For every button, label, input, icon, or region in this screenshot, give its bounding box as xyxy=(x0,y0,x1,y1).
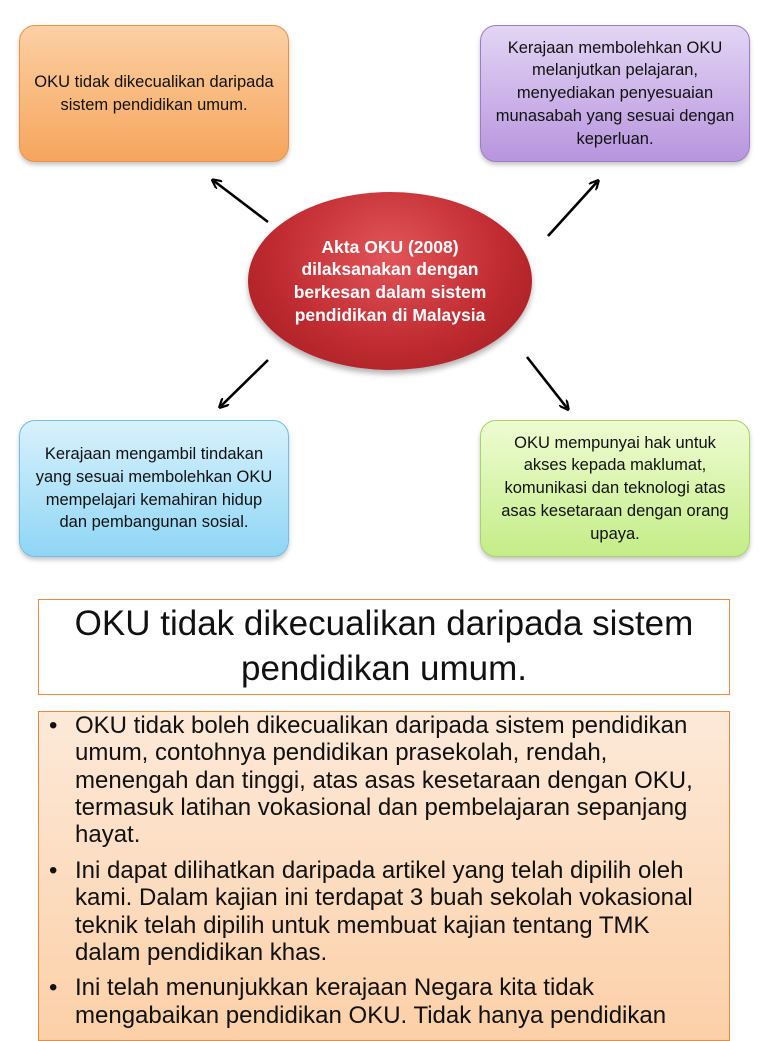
node-top-left-text: OKU tidak dikecualikan daripada sistem pendidikan umum. xyxy=(34,72,274,114)
bullet-list xyxy=(47,712,717,1029)
arrow-top-right xyxy=(548,182,597,236)
slide-content xyxy=(38,711,730,1041)
bullet-item xyxy=(47,712,717,849)
bullet-text: OKU tidak boleh dikecualikan daripada sistem pendidikan umum, contohnya pendidikan prasekolah, rendah, menengah dan tinggi, atas asas kesetaraan dengan OKU, termasuk latihan vokasional dan pembelajaran sepanjang hayat. xyxy=(75,712,693,849)
bullet-mark: • xyxy=(49,712,58,739)
bullet-item xyxy=(47,974,717,1029)
bullet-mark: • xyxy=(49,974,58,1002)
bullet-item xyxy=(47,857,717,966)
bullet-mark: • xyxy=(49,856,58,884)
node-bottom-left-text: Kerajaan mengambil tindakan yang sesuai membolehkan OKU mempelajari kemahiran hidup dan pembangunan sosial. xyxy=(35,444,273,532)
bullet-text: Ini telah menunjukkan kerajaan Negara kita tidak mengabaikan pendidikan OKU. Tidak hanya pendidikan xyxy=(75,974,667,1029)
node-top-right-text: Kerajaan membolehkan OKU melanjutkan pelajaran, menyediakan penyesuaian munasabah yang sesuai dengan keperluan. xyxy=(495,38,735,148)
slide-title-box xyxy=(38,599,730,695)
bullet-text: Ini dapat dilihatkan daripada artikel yang telah dipilih oleh kami. Dalam kajian ini terdapat 3 buah sekolah vokasional teknik telah dipilih untuk membuat kajian tentang TMK dalam pendidikan khas. xyxy=(75,856,693,966)
arrow-top-left xyxy=(214,181,268,222)
arrow-bottom-right xyxy=(527,357,567,408)
slide-title: OKU tidak dikecualikan daripada sistem pendidikan umum. xyxy=(74,604,694,688)
center-node-text: Akta OKU (2008) dilaksanakan dengan berkesan dalam sistem pendidikan di Malaysia xyxy=(293,236,487,325)
node-bottom-right-text: OKU mempunyai hak untuk akses kepada maklumat, komunikasi dan teknologi atas asas kesetaraan dengan orang upaya. xyxy=(501,433,729,543)
arrow-bottom-left xyxy=(221,360,268,406)
